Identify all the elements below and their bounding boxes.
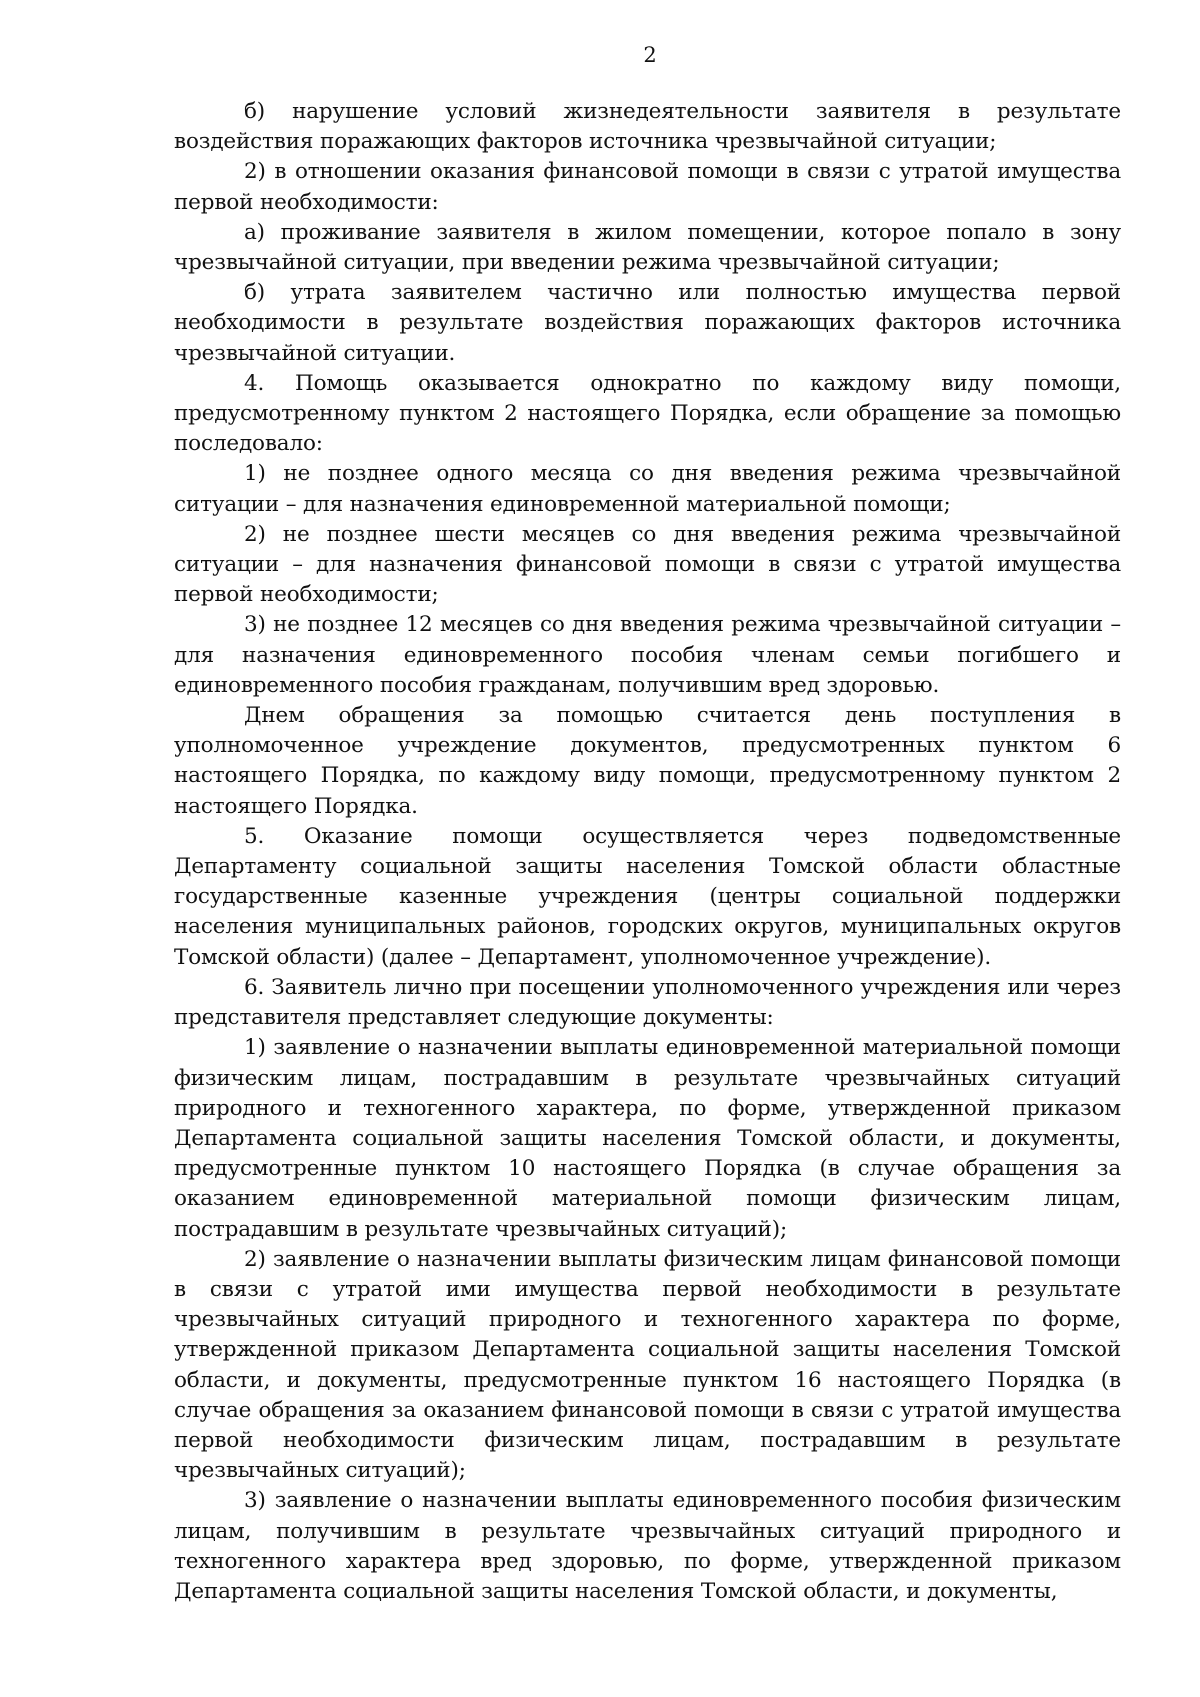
paragraph-2a-residence: а) проживание заявителя в жилом помещении, которое попало в зону чрезвычайной ситуации, при введении режима чрезвычайной ситуации; (174, 219, 1121, 276)
paragraph-5-aid-provision: 5. Оказание помощи осуществляется через подведомственные Департаменту социальной защиты населения Томской области областные государственные казенные учреждения (центры социальной поддержки населения муниципальных районов, городских округов, муниципальных округов Томской области) (далее – Департамент, уполномоченное учреждение). (174, 823, 1121, 970)
paragraph-4-2-deadline: 2) не позднее шести месяцев со дня введения режима чрезвычайной ситуации – для назначения финансовой помощи в связи с утратой имущества первой необходимости; (174, 521, 1121, 608)
paragraph-6-documents: 6. Заявитель лично при посещении уполномоченного учреждения или через представителя представляет следующие документы: (174, 974, 1121, 1031)
paragraph-6-1-application: 1) заявление о назначении выплаты единовременной материальной помощи физическим лицам, пострадавшим в результате чрезвычайных ситуаций природного и техногенного характера, по форме, утвержденной приказом Департамента социальной защиты населения Томской области, и документы, предусмотренные пунктом 10 настоящего Порядка (в случае обращения за оказанием единовременной материальной помощи физическим лицам, пострадавшим в результате чрезвычайных ситуаций); (174, 1035, 1121, 1242)
paragraph-4-3-deadline: 3) не позднее 12 месяцев со дня введения режима чрезвычайной ситуации – для назначения единовременного пособия членам семьи погибшего и единовременного пособия гражданам, получившим вред здоровью. (174, 612, 1121, 698)
paragraph-2b-property-loss: б) утрата заявителем частично или полностью имущества первой необходимости в результате воздействия поражающих факторов источника чрезвычайной ситуации. (174, 280, 1121, 366)
paragraph-4-one-time-aid: 4. Помощь оказывается однократно по каждому виду помощи, предусмотренному пунктом 2 настоящего Порядка, если обращение за помощью последовало: (174, 370, 1121, 457)
document-body (174, 97, 1121, 1607)
paragraph-1b-living-conditions: б) нарушение условий жизнедеятельности заявителя в результате воздействия поражающих факторов источника чрезвычайной ситуации; (174, 99, 1121, 155)
paragraph-4-1-deadline: 1) не позднее одного месяца со дня введения режима чрезвычайной ситуации – для назначения единовременной материальной помощи; (174, 461, 1121, 517)
paragraph-6-3-application: 3) заявление о назначении выплаты единовременного пособия физическим лицам, получившим в результате чрезвычайных ситуаций природного и техногенного характера вред здоровью, по форме, утвержденной приказом Департамента социальной защиты населения Томской области, и документы, (174, 1488, 1121, 1604)
paragraph-6-2-application: 2) заявление о назначении выплаты физическим лицам финансовой помощи в связи с утратой ими имущества первой необходимости в результате чрезвычайных ситуаций природного и техногенного характера по форме, утвержденной приказом Департамента социальной защиты населения Томской области, и документы, предусмотренные пунктом 16 настоящего Порядка (в случае обращения за оказанием финансовой помощи в связи с утратой имущества первой необходимости физическим лицам, пострадавшим в результате чрезвычайных ситуаций); (174, 1246, 1121, 1484)
page-number: 2 (643, 43, 657, 67)
paragraph-2-financial-aid: 2) в отношении оказания финансовой помощи в связи с утратой имущества первой необходимости: (174, 159, 1121, 215)
paragraph-application-day: Днем обращения за помощью считается день поступления в уполномоченное учреждение документов, предусмотренных пунктом 6 настоящего Порядка, по каждому виду помощи, предусмотренному пунктом 2 настоящего Порядка. (174, 703, 1121, 819)
